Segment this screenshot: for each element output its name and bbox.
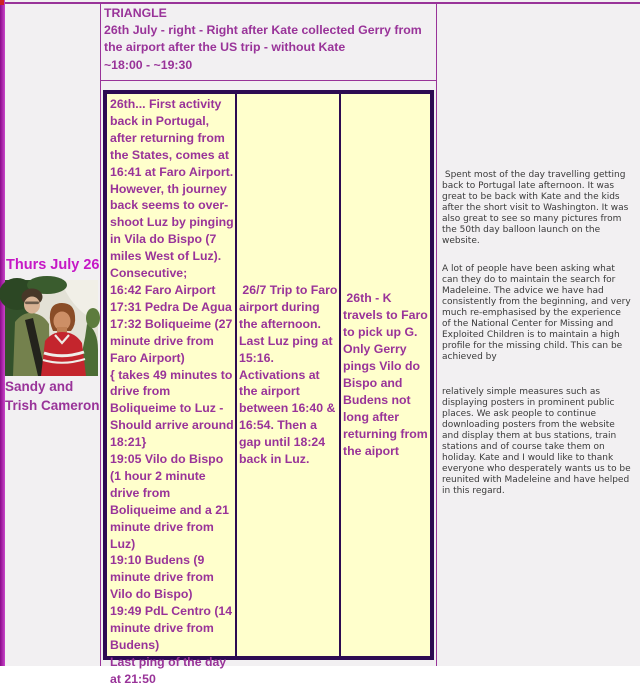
diary-paragraph-3: relatively simple measures such as displaying posters in prominent public places. We ask people to continue downloading posters from the website and display them at bus stations, train stations and of course take them on holiday. Kate and I would like to thank everyone who desperately wants us to be reunited with Madeleine and have helped in this regard.: [442, 386, 634, 496]
diary-text: [437, 170, 640, 497]
header-time-range: ~18:00 - ~19:30: [104, 57, 193, 72]
event-header: [104, 5, 434, 74]
header-title: TRIANGLE: [104, 6, 167, 20]
timeline-cell-trip-summary: [237, 94, 341, 656]
timeline-cell-detail: [107, 94, 237, 686]
timeline-table: [103, 90, 434, 686]
timeline-trip-summary-text: 26/7 Trip to Faro airport during the afternoon. Last Luz ping at 15:16. Activations at the airport between 16:40 & 16:54. Then a gap until 18:24 back in Luz.: [239, 283, 338, 467]
day-label: Thurs July 26: [6, 257, 100, 273]
timeline-cell-note: [341, 94, 430, 656]
diary-paragraph-2: A lot of people have been asking what can they do to maintain the search for Madeleine. The advice we have had consistently from the beginning, and very much re-emphasised by the experience of the National Center for Missing and Exploited Children is to maintain a high profile for the missing child. This can be achieved by: [442, 263, 634, 362]
timeline-detail-text: 26th... First activity back in Portugal, after returning from the States, comes at 16:41 at Faro Airport. However, th journey back seems to over-shoot Luz by pinging in Vila do Bispo (7 miles West of Luz). Consecutive; 16:42 Faro Airport 17:31 Pedra De Agua 17:32 Boliqueime (27 minute drive from Faro Airport) { takes 49 minutes to drive from Boliqueime to Luz - Should arrive around 18:21} 19:05 Vilo do Bispo (1 hour 2 minute drive from Boliqueime and a 21 minute drive from Luz) 19:10 Budens (9 minute drive from Vilo do Bispo) 19:49 PdL Centro (14 minute drive from Budens) Last ping of the day at 21:50: [110, 97, 234, 686]
corner-mark: [0, 0, 4, 5]
person-names: Sandy and Trish Cameron: [5, 379, 100, 413]
timeline-note-text: 26th - K travels to Faro to pick up G. Only Gerry pings Vilo do Bispo and Budens not long after returning from the aiport: [343, 291, 432, 458]
diary-column: [437, 0, 640, 666]
column-divider-left: [100, 3, 101, 666]
header-description: 26th July - right - Right after Kate collected Gerry from the airport after the US trip - without Kate: [104, 23, 426, 55]
photo-sandy-trish-cameron: [5, 280, 98, 376]
diary-paragraph-1: Spent most of the day travelling getting back to Portugal late afternoon. It was great to be back with Kate and the kids after the short visit to Washington. It was also great to see so many pictures from the 50th day balloon launch on the website.: [442, 169, 632, 246]
header-divider-line: [100, 80, 437, 81]
